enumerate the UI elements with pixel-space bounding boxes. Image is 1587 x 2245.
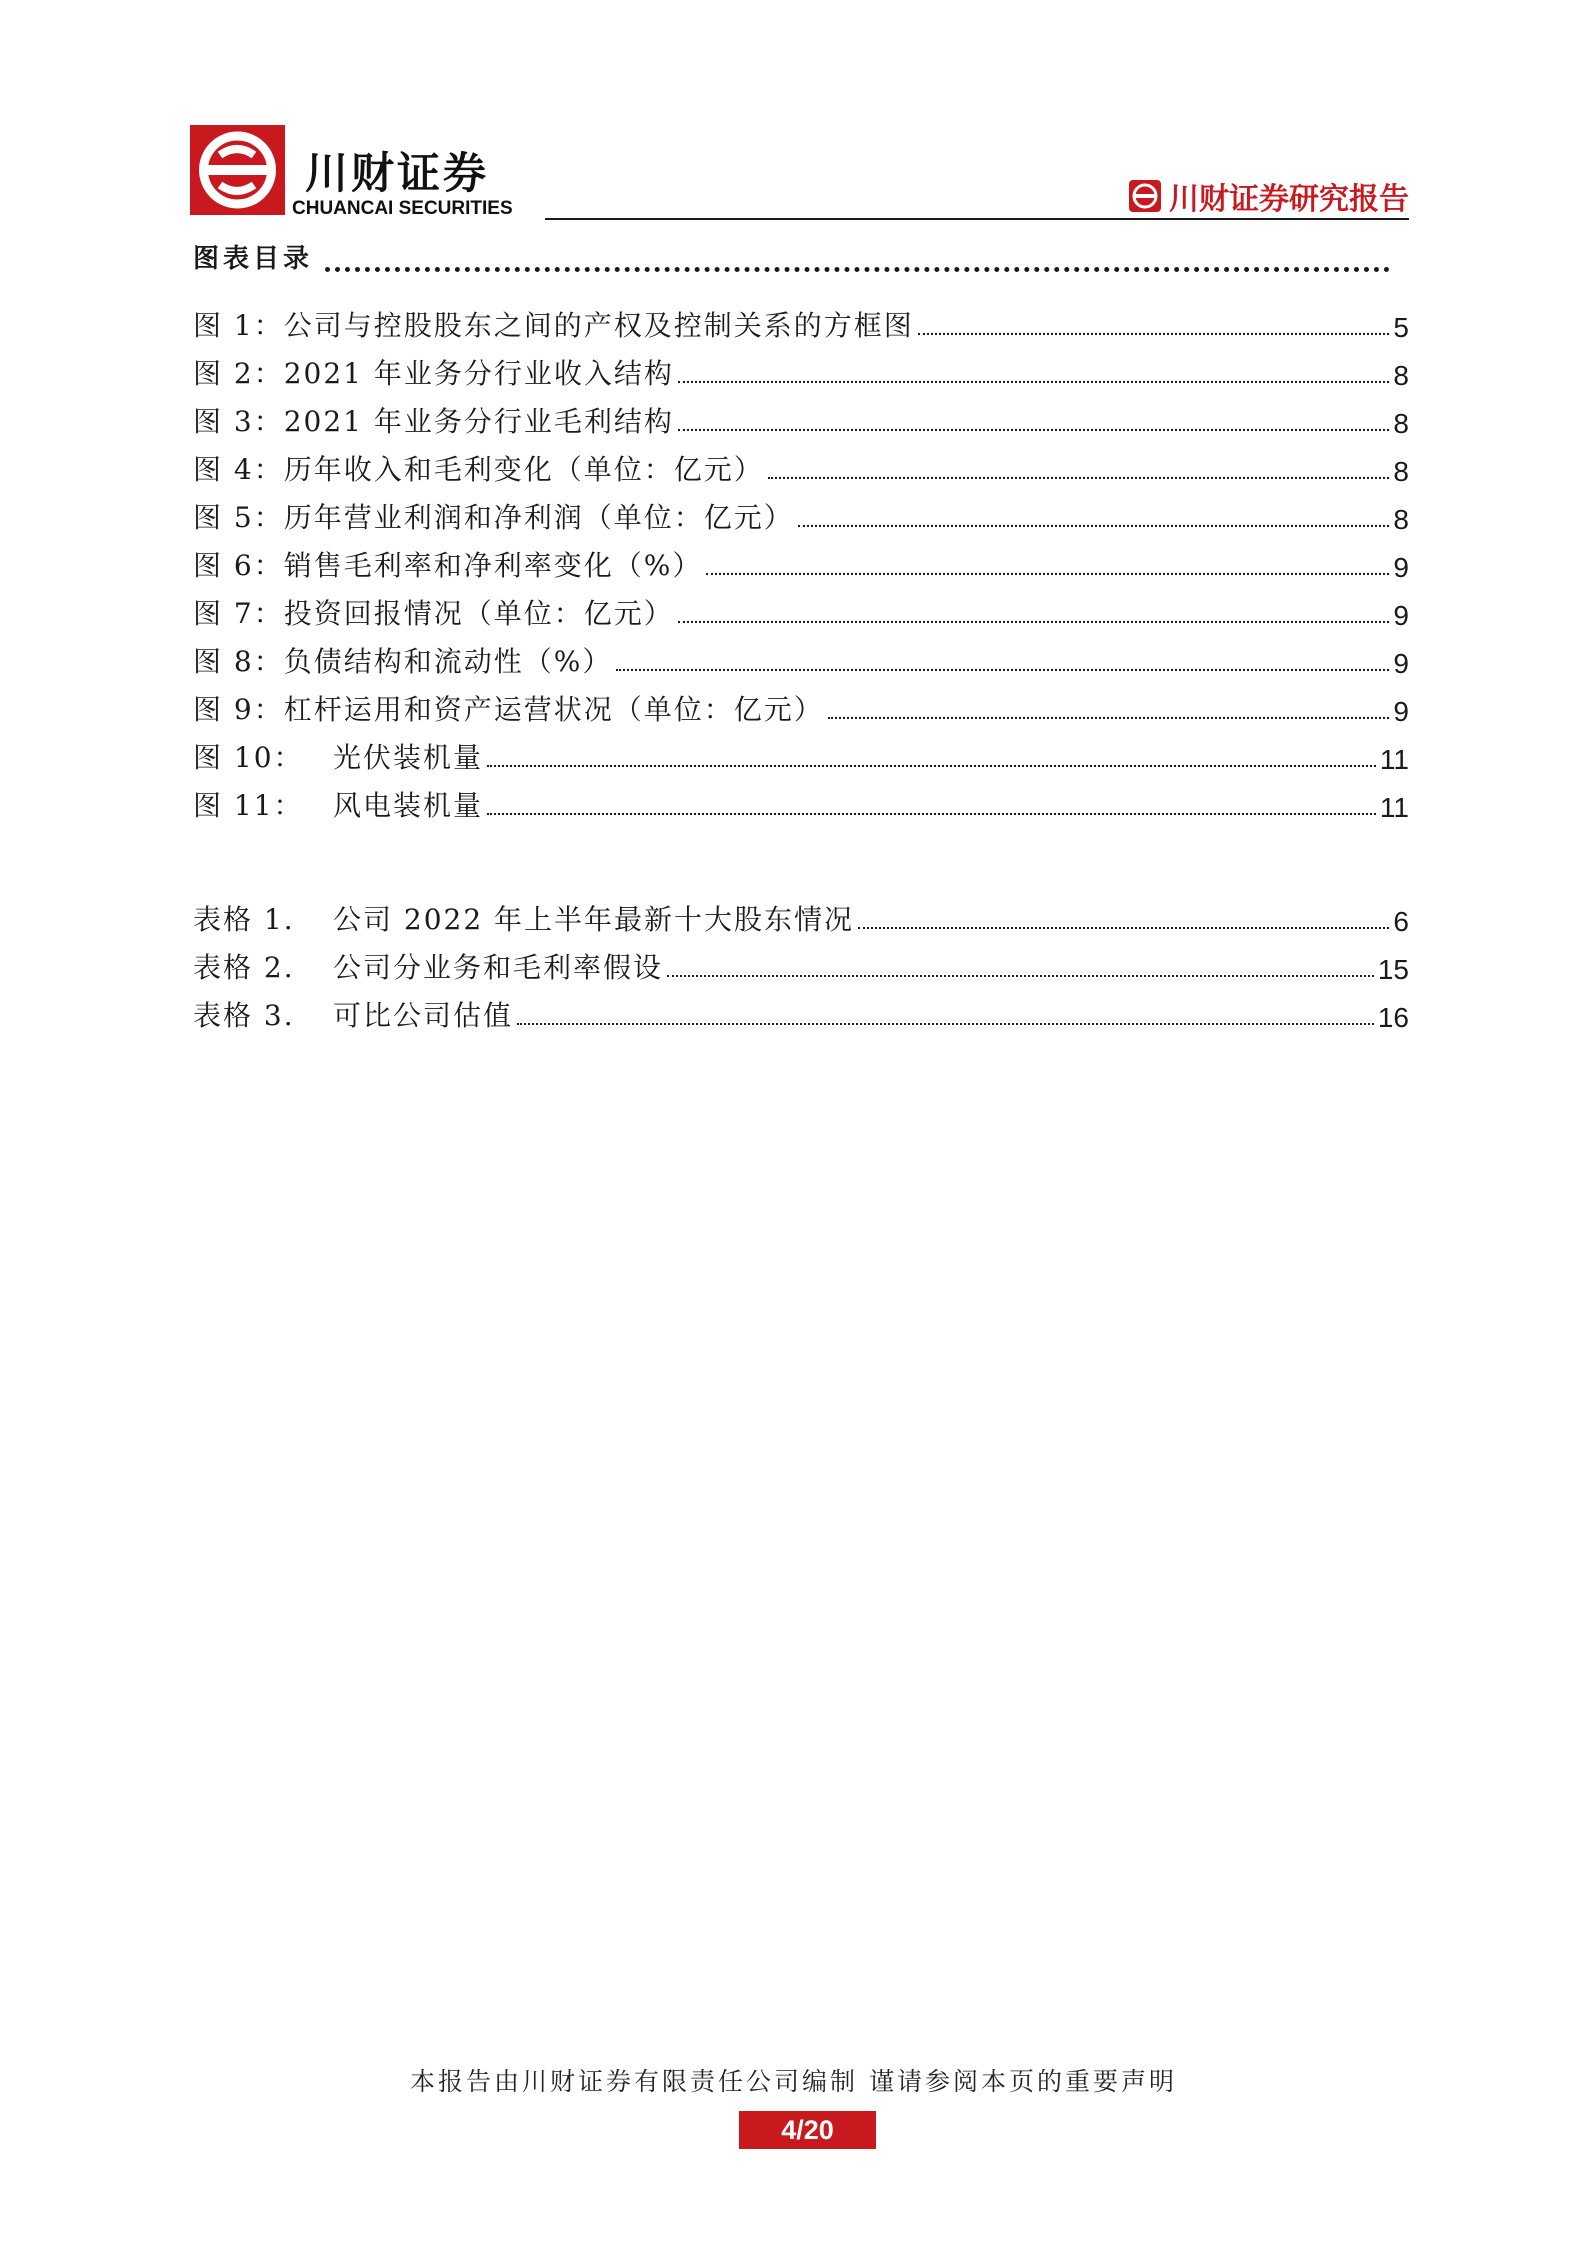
toc-entry-title: 风电装机量 bbox=[333, 789, 484, 822]
toc-page-number: 16 bbox=[1377, 1002, 1409, 1033]
toc-figure-3[interactable] bbox=[193, 392, 1409, 440]
toc-leader bbox=[798, 525, 1390, 527]
toc-figure-5[interactable] bbox=[193, 488, 1409, 536]
toc-title-leader bbox=[325, 237, 1390, 272]
toc-leader bbox=[768, 477, 1390, 479]
toc-title: 图表目录 bbox=[193, 244, 314, 274]
toc-entry-title: 销售毛利率和净利率变化（%） bbox=[283, 549, 703, 582]
toc-figure-2[interactable] bbox=[193, 344, 1409, 392]
brand-mini-icon bbox=[1129, 180, 1161, 212]
toc-leader bbox=[678, 429, 1390, 431]
toc-figure-8[interactable] bbox=[193, 632, 1409, 680]
toc-entry-title: 2021 年业务分行业毛利结构 bbox=[283, 405, 674, 438]
toc-label: 表格 2. bbox=[193, 951, 295, 984]
toc-entry-title: 投资回报情况（单位：亿元） bbox=[283, 597, 674, 630]
toc-page-number: 9 bbox=[1393, 648, 1409, 679]
toc-leader bbox=[678, 621, 1390, 623]
toc-page-number: 8 bbox=[1393, 504, 1409, 535]
toc-leader bbox=[487, 813, 1376, 815]
toc-figure-11[interactable] bbox=[193, 776, 1409, 824]
toc-label: 图 2： bbox=[193, 357, 284, 390]
toc-page-number: 11 bbox=[1379, 792, 1409, 823]
report-label bbox=[1129, 174, 1409, 218]
toc-leader bbox=[828, 717, 1390, 719]
toc-page-number: 9 bbox=[1393, 552, 1409, 583]
toc-page-number: 8 bbox=[1393, 456, 1409, 487]
toc-label: 图 8： bbox=[193, 645, 284, 678]
toc-leader bbox=[918, 333, 1390, 335]
toc-figure-7[interactable] bbox=[193, 584, 1409, 632]
toc-figure-10[interactable] bbox=[193, 728, 1409, 776]
toc-table-1[interactable] bbox=[193, 890, 1409, 938]
toc-label: 图 7： bbox=[193, 597, 284, 630]
toc-label: 表格 1. bbox=[193, 903, 295, 936]
toc-entry-title: 历年营业利润和净利润（单位：亿元） bbox=[283, 501, 794, 534]
brand-name-en: CHUANCAI SECURITIES bbox=[292, 198, 513, 219]
toc-entry-title: 公司 2022 年上半年最新十大股东情况 bbox=[333, 903, 855, 936]
toc-entry-title: 杠杆运用和资产运营状况（单位：亿元） bbox=[283, 693, 824, 726]
company-logo bbox=[190, 125, 285, 215]
footer-disclaimer: 本报告由川财证券有限责任公司编制 谨请参阅本页的重要声明 bbox=[410, 2067, 1177, 2096]
toc-page-number: 11 bbox=[1379, 744, 1409, 775]
toc-leader bbox=[667, 975, 1374, 977]
toc-label: 图 4： bbox=[193, 453, 284, 486]
page-number-badge: 4/20 bbox=[739, 2111, 876, 2149]
toc-leader bbox=[678, 381, 1390, 383]
toc-label: 图 3： bbox=[193, 405, 284, 438]
toc-page-number: 5 bbox=[1393, 312, 1409, 343]
report-label-text: 川财证券研究报告 bbox=[1169, 182, 1409, 217]
toc-leader bbox=[706, 573, 1389, 575]
toc-label: 图 6： bbox=[193, 549, 284, 582]
toc-label: 图 10： bbox=[193, 741, 304, 774]
toc-entry-title: 负债结构和流动性（%） bbox=[283, 645, 613, 678]
toc-leader bbox=[487, 765, 1376, 767]
toc-label: 表格 3. bbox=[193, 999, 295, 1032]
toc-label: 图 1： bbox=[193, 309, 284, 342]
toc-leader bbox=[616, 669, 1389, 671]
toc-figure-9[interactable] bbox=[193, 680, 1409, 728]
toc-entry-title: 光伏装机量 bbox=[333, 741, 484, 774]
toc-entry-title: 公司与控股股东之间的产权及控制关系的方框图 bbox=[283, 309, 914, 342]
toc-entry-title: 公司分业务和毛利率假设 bbox=[333, 951, 664, 984]
toc-entry-title: 2021 年业务分行业收入结构 bbox=[283, 357, 674, 390]
toc-page-number: 9 bbox=[1393, 600, 1409, 631]
toc-leader bbox=[858, 927, 1389, 929]
toc-page-number: 9 bbox=[1393, 696, 1409, 727]
toc-figure-1[interactable] bbox=[193, 296, 1409, 344]
toc-table-2[interactable] bbox=[193, 938, 1409, 986]
brand-name-cn: 川财证券 bbox=[305, 149, 489, 199]
toc-entry-title: 可比公司估值 bbox=[333, 999, 514, 1032]
toc-page-number: 15 bbox=[1377, 954, 1409, 985]
toc-table-3[interactable] bbox=[193, 986, 1409, 1034]
toc-page-number: 8 bbox=[1393, 408, 1409, 439]
toc-page-number: 8 bbox=[1393, 360, 1409, 391]
toc-label: 图 9： bbox=[193, 693, 284, 726]
toc-figure-4[interactable] bbox=[193, 440, 1409, 488]
toc-label: 图 5： bbox=[193, 501, 284, 534]
toc-entry-title: 历年收入和毛利变化（单位：亿元） bbox=[283, 453, 764, 486]
toc-label: 图 11： bbox=[193, 789, 304, 822]
toc-leader bbox=[517, 1023, 1374, 1025]
toc-page-number: 6 bbox=[1393, 906, 1409, 937]
header-divider bbox=[545, 218, 1409, 220]
toc-figure-6[interactable] bbox=[193, 536, 1409, 584]
